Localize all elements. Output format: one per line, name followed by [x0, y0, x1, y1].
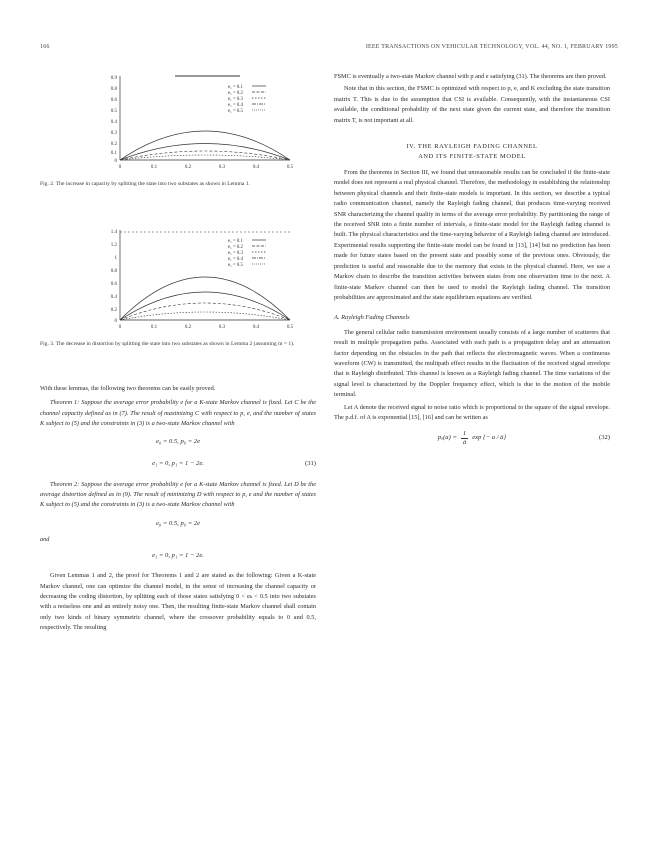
- figure-2-plot: [100, 72, 300, 172]
- equation-32: [334, 425, 610, 451]
- fig3-ytick: 0.2: [110, 308, 117, 313]
- fig2-ytick: 0.6: [110, 98, 117, 103]
- theorem-1-label: Theorem 1:: [50, 399, 80, 407]
- fig2-ytick: 0.8: [110, 87, 117, 92]
- theorem-2-text: Suppose the average error probability e for a K-state Markov channel is fixed. Let D be the average distortion defined as in (9). The result of minimizing D with respect to p, e and the number of states K subject to (5) and the constraints in (3) is a two-state Markov channel with: [40, 480, 316, 509]
- intro-paragraph: With these lemmas, the following two theorems can be easily proved.: [40, 385, 216, 392]
- equation-32-fraction: [461, 430, 468, 447]
- fig2-xtick: 0: [118, 165, 122, 170]
- fig2-legend-entry: e₁ = 0.2: [228, 91, 243, 96]
- figure-2-caption: Fig. 2. The increase in capacity by splitting the state into two substates as shown in Lemma 1.: [40, 181, 250, 187]
- fig3-ytick: 1: [114, 256, 117, 261]
- fig2-ytick: 0.3: [110, 131, 117, 136]
- fig3-ytick: 0.4: [110, 295, 117, 300]
- fig2-ytick: 0: [114, 159, 117, 164]
- fig2-ytick: 0.9: [110, 76, 117, 81]
- fig3-ytick: 1.2: [110, 243, 117, 248]
- theorem-2-label: Theorem 2:: [50, 480, 80, 488]
- equation-32-numerator: 1: [462, 429, 467, 437]
- fig2-legend-entry: e₁ = 0.5: [228, 109, 243, 114]
- fig3-xtick: 0.2: [184, 325, 192, 330]
- proof-paragraph: Given Lemmas 1 and 2, the proof for Theorems 1 and 2 are stated as the following: Given a K-state Markov channel, one can optimize the channel model, in the sense of increasing the channel capacity or decreasing the coding distortion, by splitting each of those states satisfying 0 < eₖ < 0.5 into two substates with a noiseless one and an entirely noisy one. Then, the resulting finite-state Markov channel shall contain only two kinds of binary symmetric channel, where the crossover probability equals to 0 and 0.5, respectively. The resulting: [40, 572, 316, 632]
- fig3-xtick: 0: [118, 325, 122, 330]
- figure-3-plot: [100, 224, 300, 334]
- fig3-xtick: 0.3: [218, 325, 226, 330]
- fig2-ytick: 0.1: [110, 151, 117, 156]
- right-paragraph-1: FSMC is eventually a two-state Markov channel with p and e satisfying (31). The theorems are then proved.: [334, 73, 607, 80]
- fig3-xtick: 0.1: [150, 325, 158, 330]
- fig2-curve-3: [120, 151, 290, 160]
- fig3-xtick: 0.5: [286, 325, 294, 330]
- fig2-ytick: 0.2: [110, 142, 117, 147]
- fig2-xtick: 0.2: [184, 165, 192, 170]
- fig3-legend-entry: e₁ = 0.2: [228, 245, 243, 250]
- fig3-legend-entry: e₁ = 0.3: [228, 251, 243, 256]
- subsection-title: A. Rayleigh Fading Channels: [334, 314, 410, 322]
- fig3-ytick: 1.4: [110, 230, 117, 235]
- equation-32-body: [354, 430, 590, 447]
- right-paragraph-2: Note that in this section, the FSMC is optimized with respect to p, e, and K excluding the state transition matrix T. This is due to the assumption that CSI is available. Consequently, with the instantaneous CSI available, the conditional probability of the next state given the current state, and therefore the transition matrix T, is not important at all.: [334, 85, 610, 124]
- equation-32-lhs: pₐ(a) =: [437, 434, 457, 442]
- left-column: [40, 384, 316, 636]
- running-title: IEEE TRANSACTIONS ON VEHICULAR TECHNOLOGY, VOL. 44, NO. 1, FEBRUARY 1995: [365, 44, 618, 50]
- theorem-1-text: Suppose the average error probability e for a K-state Markov channel is fixed. Let C be the channel capacity defined as in (7). The result of maximizing C with respect to p, e, and the number of states K subject to (5) and the constraints in (3) is a two-state Markov channel with: [40, 399, 316, 428]
- equation-2a-body: e₀ = 0.5, p₀ = 2e: [155, 519, 201, 527]
- equation-2a: [40, 513, 316, 535]
- fig3-legend-entry: e₁ = 0.1: [228, 239, 243, 244]
- fig3-legend-entry: e₁ = 0.4: [228, 257, 243, 262]
- fig2-legend-entry: e₁ = 0.1: [228, 85, 243, 90]
- fig2-ytick: 0.4: [110, 120, 117, 125]
- fig3-yticks: [111, 230, 118, 324]
- equation-and: and: [40, 535, 50, 543]
- equation-31a-body: e₀ = 0.5, p₀ = 2e: [155, 438, 201, 446]
- right-paragraph-4: The general cellular radio transmission environment usually consists of a large number of scatterers that result in multiple propagation paths. Associated with each path is a propagation delay and an attenuation factor depending on the obstacles in the path that reflects the electromagnetic waves. When a continuous waveform (CW) is transmitted, the multipath effect results in the fluctuation of the received signal envelope that is Rayleigh distributed. This channel is known as a Rayleigh fading channel. The time variations of the signal level is characterized by the Doppler frequency effect, which is due to the motion of the mobile terminal.: [334, 328, 610, 399]
- page-number: 166: [40, 44, 50, 50]
- section-title: [334, 142, 610, 162]
- section-title-line-1: IV. THE RAYLEIGH FADING CHANNEL: [406, 143, 538, 151]
- fig3-xtick: 0.4: [252, 325, 260, 330]
- fig3-legend-entry: e₁ = 0.5: [228, 263, 243, 268]
- fig2-curve-4: [120, 155, 290, 160]
- equation-32-number: (32): [599, 434, 610, 442]
- fig2-xtick: 0.5: [286, 165, 294, 170]
- equation-31a: [40, 432, 316, 454]
- equation-2b-body: e₁ = 0, p₁ = 1 − 2e.: [152, 552, 204, 560]
- fig3-ytick: 0: [114, 319, 117, 324]
- fig2-legend-entry: e₁ = 0.4: [228, 103, 243, 108]
- fig2-ytick: 0.5: [110, 109, 117, 114]
- fig2-legend-entry: e₁ = 0.3: [228, 97, 243, 102]
- right-paragraph-5: Let A denote the received signal to noise ratio which is proportional to the square of the signal envelope. The p.d.f. of A is exponential [15], [16] and can be written as: [334, 403, 610, 421]
- equation-32-rhs: exp {− a / ā}: [472, 434, 507, 442]
- fig2-xtick: 0.1: [150, 165, 158, 170]
- theorem-1: [40, 398, 316, 429]
- equation-32-denominator: ā: [462, 438, 467, 446]
- fig3-ytick: 0.6: [110, 282, 117, 287]
- right-paragraph-3: From the theorems in Section III, we found that unreasonable results can be concluded if the finite-state model does not represent a real physical channel. Therefore, the methodology in establishing the relationship between physical channels and their finite-state models is important. In this section, we describe a typical radio communication channel, namely the Rayleigh fading channel, that produces time-varying received SNR characterizing the channel quality in terms of the average error probability. By partitioning the range of the received SNR into a finite number of intervals, a finite-state model for the Rayleigh fading channel is built. The physical characteristics and the time-varying behavior of a Rayleigh fading channel are introduced. Experimental results supporting the finite-state model can be found in [13], [14] but no prediction has been made for future states based on the present state and possibly some of the previous ones. Obviously, the prediction is useful and reasonable due to the memory that exists in the physical channel. Here, we use a Markov chain to describe the transition activities between states from one observation time to the next. A finite-state Markov channel can then be used to model the Rayleigh fading channel. The transition probabilities are approximated and the state equilibrium equations are verified.: [334, 169, 610, 301]
- fig3-legend: [228, 239, 266, 268]
- figure-3-caption: Fig. 3. The decrease in distortion by splitting the state into two substates as shown in Lemma 2 (assuming m = 1).: [40, 341, 295, 347]
- fig2-xticks: [119, 165, 294, 170]
- fig2-yticks: [111, 76, 118, 164]
- fig2-legend: [228, 85, 266, 114]
- fig3-xticks: [119, 325, 294, 330]
- fig2-xtick: 0.3: [218, 165, 226, 170]
- theorem-2: [40, 480, 316, 511]
- fig3-curve-1: [120, 277, 290, 320]
- fig3-ytick: 0.8: [110, 269, 117, 274]
- equation-31b-body: e₁ = 0, p₁ = 1 − 2e.: [152, 460, 204, 468]
- equation-31b: [40, 454, 316, 476]
- equation-2b: [40, 545, 316, 567]
- section-title-line-2: AND ITS FINITE-STATE MODEL: [418, 153, 526, 161]
- fig2-xtick: 0.4: [252, 165, 260, 170]
- fig3-curve-4: [120, 312, 290, 320]
- right-column: [334, 72, 610, 451]
- equation-31-number: (31): [305, 460, 316, 468]
